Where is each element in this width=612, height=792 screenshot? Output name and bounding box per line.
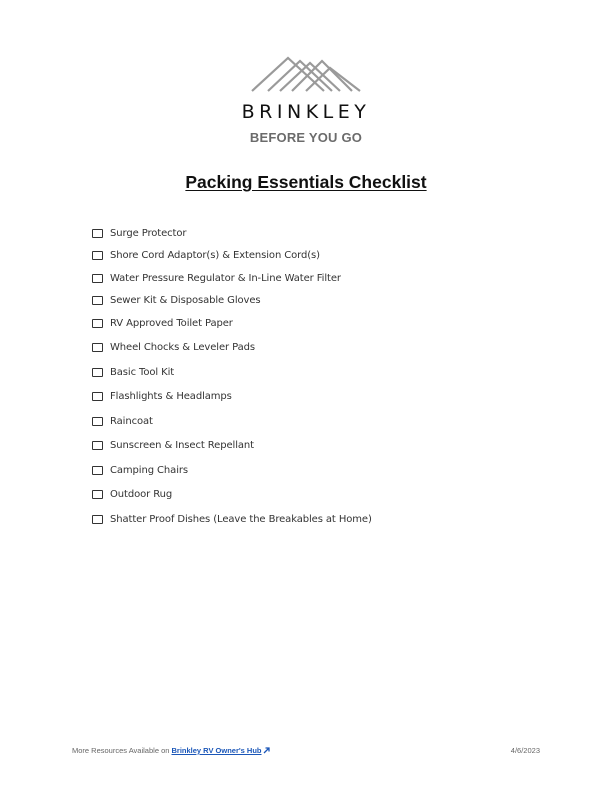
checklist-item[interactable] xyxy=(92,440,254,451)
checkbox-icon[interactable] xyxy=(92,274,103,283)
checklist-item[interactable] xyxy=(92,318,233,329)
checklist-item-label: Water Pressure Regulator & In-Line Water Filter xyxy=(110,273,341,284)
checklist-item[interactable] xyxy=(92,465,188,476)
checklist-item-label: Basic Tool Kit xyxy=(110,367,175,378)
checklist-item-label: Outdoor Rug xyxy=(110,489,173,500)
brand-wordmark: BRINKLEY xyxy=(241,101,371,123)
checklist-item[interactable] xyxy=(92,391,232,402)
checklist-item-label: Camping Chairs xyxy=(110,465,188,476)
checklist-item[interactable] xyxy=(92,273,341,284)
footer-resources xyxy=(72,746,270,755)
checklist-item[interactable] xyxy=(92,416,153,427)
checkbox-icon[interactable] xyxy=(92,417,103,426)
checklist-item[interactable] xyxy=(92,250,320,261)
checklist-item[interactable] xyxy=(92,228,186,239)
checklist-item[interactable] xyxy=(92,342,255,353)
checklist-item[interactable] xyxy=(92,514,372,525)
checkbox-icon[interactable] xyxy=(92,441,103,450)
checklist-item-label: RV Approved Toilet Paper xyxy=(110,318,233,329)
checkbox-icon[interactable] xyxy=(92,392,103,401)
checklist-item[interactable] xyxy=(92,489,172,500)
checkbox-icon[interactable] xyxy=(92,319,103,328)
checkbox-icon[interactable] xyxy=(92,343,103,352)
checkbox-icon[interactable] xyxy=(92,490,103,499)
page-title: Packing Essentials Checklist xyxy=(185,172,427,192)
checkbox-icon[interactable] xyxy=(92,515,103,524)
checklist-item-label: Sewer Kit & Disposable Gloves xyxy=(110,295,261,306)
checkbox-icon[interactable] xyxy=(92,368,103,377)
checklist-item-label: Raincoat xyxy=(110,416,153,427)
checkbox-icon[interactable] xyxy=(92,229,103,238)
checkbox-icon[interactable] xyxy=(92,466,103,475)
external-link-arrow-icon[interactable] xyxy=(263,747,270,754)
checklist-item-label: Surge Protector xyxy=(110,228,187,239)
checkbox-icon[interactable] xyxy=(92,251,103,260)
footer-date: 4/6/2023 xyxy=(510,746,540,755)
checklist-item-label: Sunscreen & Insect Repellant xyxy=(110,440,254,451)
checklist-item-label: Shatter Proof Dishes (Leave the Breakables at Home) xyxy=(110,514,372,525)
checklist-item-label: Shore Cord Adaptor(s) & Extension Cord(s) xyxy=(110,250,320,261)
brinkley-logo-icon xyxy=(250,56,362,92)
checklist-item-label: Flashlights & Headlamps xyxy=(110,391,232,402)
checkbox-icon[interactable] xyxy=(92,296,103,305)
tagline: BEFORE YOU GO xyxy=(249,130,363,145)
footer-resources-text: More Resources Available on xyxy=(72,746,172,755)
owners-hub-link-text[interactable]: Brinkley RV Owner's Hub xyxy=(171,746,262,755)
checklist-item-label: Wheel Chocks & Leveler Pads xyxy=(110,342,255,353)
owners-hub-link[interactable] xyxy=(172,746,270,755)
checklist-item[interactable] xyxy=(92,367,174,378)
checklist-item[interactable] xyxy=(92,295,261,306)
